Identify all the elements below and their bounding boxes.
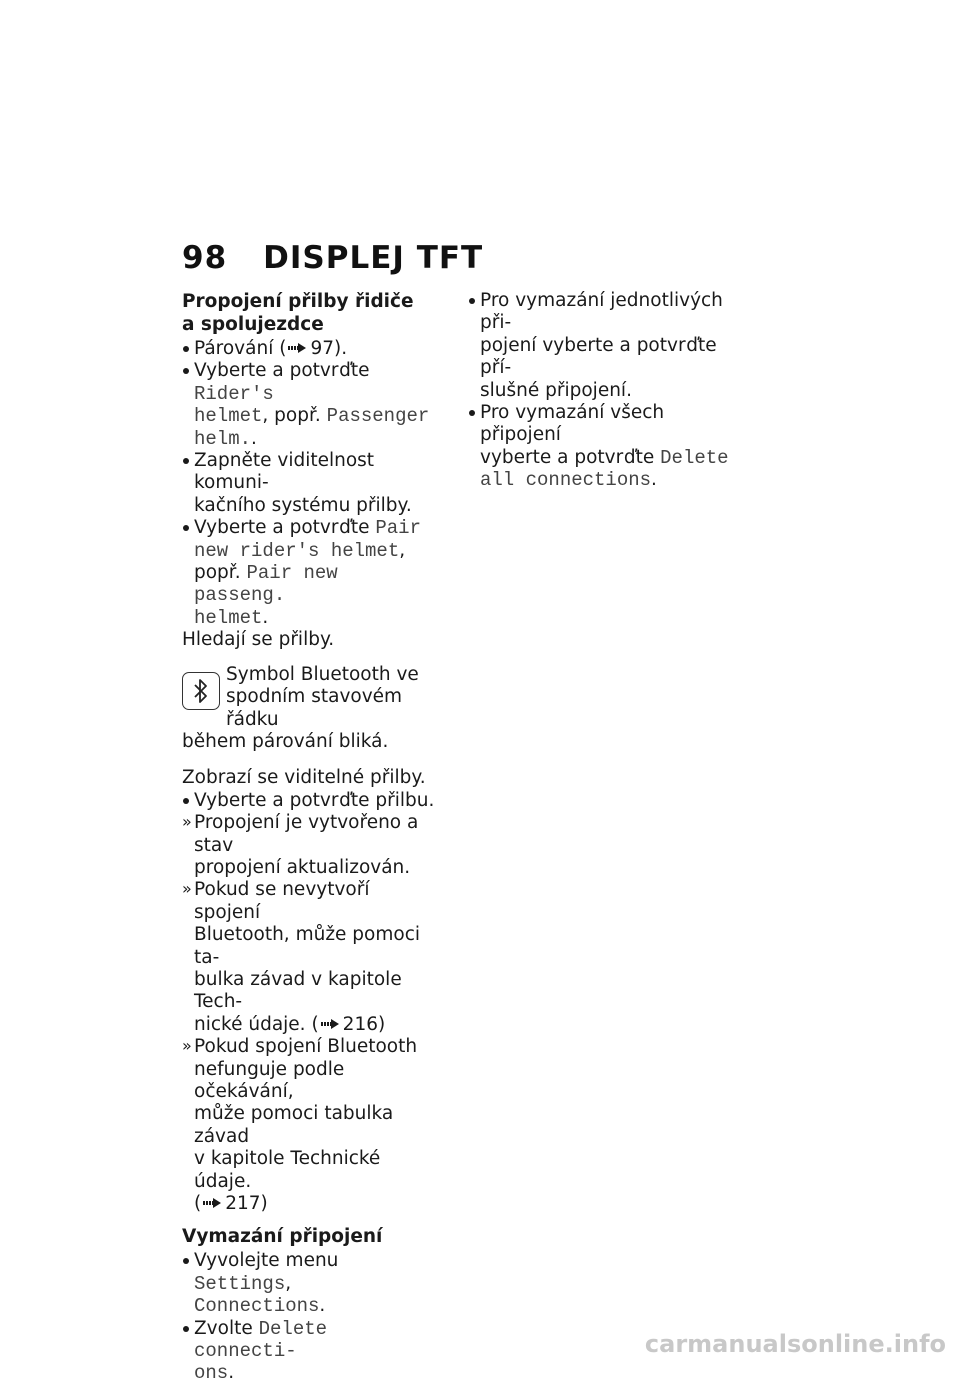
- item-text: Pro vymazání jednotlivých při-: [480, 290, 723, 334]
- page-number: 98: [182, 240, 228, 276]
- item-text: .: [251, 427, 257, 449]
- page-reference-link[interactable]: 217): [225, 1193, 268, 1215]
- item-text: Pokud se nevytvoří spojení: [194, 879, 370, 923]
- item-text: může pomoci tabulka závad: [194, 1103, 394, 1147]
- arrow-right-icon: [321, 1019, 339, 1029]
- result-item: [182, 879, 440, 1036]
- left-column: [182, 290, 440, 1385]
- item-text: Bluetooth, může pomoci ta-: [194, 924, 421, 968]
- section-title-line: a spolujezdce: [182, 314, 324, 335]
- item-text: v kapitole Technické údaje.: [194, 1148, 381, 1192]
- item-text: pojení vyberte a potvrďte pří-: [480, 334, 717, 379]
- item-text: slušné připojení.: [480, 379, 632, 401]
- item-text: ,: [285, 1272, 292, 1294]
- menu-code: Pair: [375, 517, 421, 540]
- menu-code: helm.: [194, 427, 252, 450]
- item-text: .: [319, 1295, 326, 1317]
- item-text: Vyberte a potvrďte: [194, 517, 376, 539]
- item-text: (: [194, 1193, 202, 1215]
- menu-code: Delete: [660, 446, 729, 469]
- menu-code: Connections: [194, 1295, 320, 1318]
- watermark: carmanualsonline.info: [644, 1330, 946, 1358]
- list-item: [182, 1250, 440, 1317]
- menu-code: Pair new passeng.: [194, 562, 338, 607]
- status-text: Hledají se přilby.: [182, 629, 335, 651]
- section-title-line: Propojení přilby řidiče: [182, 291, 414, 312]
- menu-code: Passenger: [326, 405, 430, 428]
- list-item: [468, 402, 738, 492]
- result-item: [182, 812, 440, 879]
- page-reference-link[interactable]: 216): [342, 1013, 386, 1035]
- item-text: .: [651, 469, 657, 491]
- arrow-right-icon: [288, 343, 306, 353]
- item-text: bulka závad v kapitole Tech-: [194, 968, 402, 1013]
- bluetooth-icon: [182, 672, 220, 710]
- item-text: Zvolte: [194, 1317, 259, 1339]
- item-text: Vyberte a potvrďte: [194, 360, 370, 382]
- menu-code: ons: [194, 1362, 229, 1385]
- status-text: Zobrazí se viditelné přilby.: [182, 767, 426, 789]
- item-text: Vyvolejte menu: [194, 1250, 339, 1272]
- item-text: , popř.: [262, 405, 327, 427]
- item-text: nické údaje. (: [194, 1013, 319, 1035]
- menu-code: Settings: [194, 1272, 286, 1295]
- note-line: spodním stavovém řádku: [226, 686, 403, 730]
- note-text: [182, 664, 440, 731]
- item-text: Pokud spojení Bluetooth: [194, 1036, 418, 1058]
- item-text: Propojení je vytvořeno a stav: [194, 812, 419, 856]
- list-item: [182, 450, 440, 517]
- page-reference-link[interactable]: 97).: [310, 338, 348, 359]
- item-text: Vyberte a potvrďte přilbu.: [194, 789, 435, 811]
- menu-code: new rider's helmet: [194, 539, 400, 562]
- item-text: ,: [399, 539, 406, 561]
- list-item: [468, 290, 738, 402]
- section-title-pairing: [182, 290, 440, 336]
- item-text: .: [228, 1362, 235, 1384]
- note-line: během párování bliká.: [182, 730, 389, 752]
- menu-code: helmet: [194, 405, 263, 428]
- item-text: Zapněte viditelnost komuni-: [194, 450, 375, 494]
- result-item: [182, 1036, 440, 1215]
- list-item: [182, 790, 440, 812]
- menu-code: Delete connecti-: [194, 1317, 328, 1363]
- bluetooth-note: [182, 664, 440, 754]
- list-item: [182, 360, 440, 450]
- arrow-right-icon: [203, 1198, 221, 1208]
- page-header: [182, 240, 483, 276]
- menu-code: all connections: [480, 469, 652, 492]
- item-text: kačního systému přilby.: [194, 494, 412, 516]
- menu-code: Rider's: [194, 382, 274, 405]
- item-text: popř.: [194, 562, 247, 584]
- menu-code: helmet: [194, 606, 263, 629]
- item-text: Párování (: [194, 338, 287, 359]
- list-item: [182, 517, 440, 629]
- item-text: vyberte a potvrďte: [480, 446, 661, 468]
- item-text: nefunguje podle očekávání,: [194, 1058, 345, 1102]
- note-line: Symbol Bluetooth ve: [226, 663, 419, 685]
- item-text: Pro vymazání všech připojení: [480, 402, 665, 446]
- item-text: .: [262, 606, 269, 628]
- section-title-delete: Vymazání připojení: [182, 1226, 383, 1248]
- item-text: propojení aktualizován.: [194, 856, 411, 878]
- list-item: [182, 1318, 440, 1385]
- list-item: [182, 338, 440, 360]
- chapter-title: DISPLEJ TFT: [263, 240, 484, 276]
- right-column: [468, 290, 738, 492]
